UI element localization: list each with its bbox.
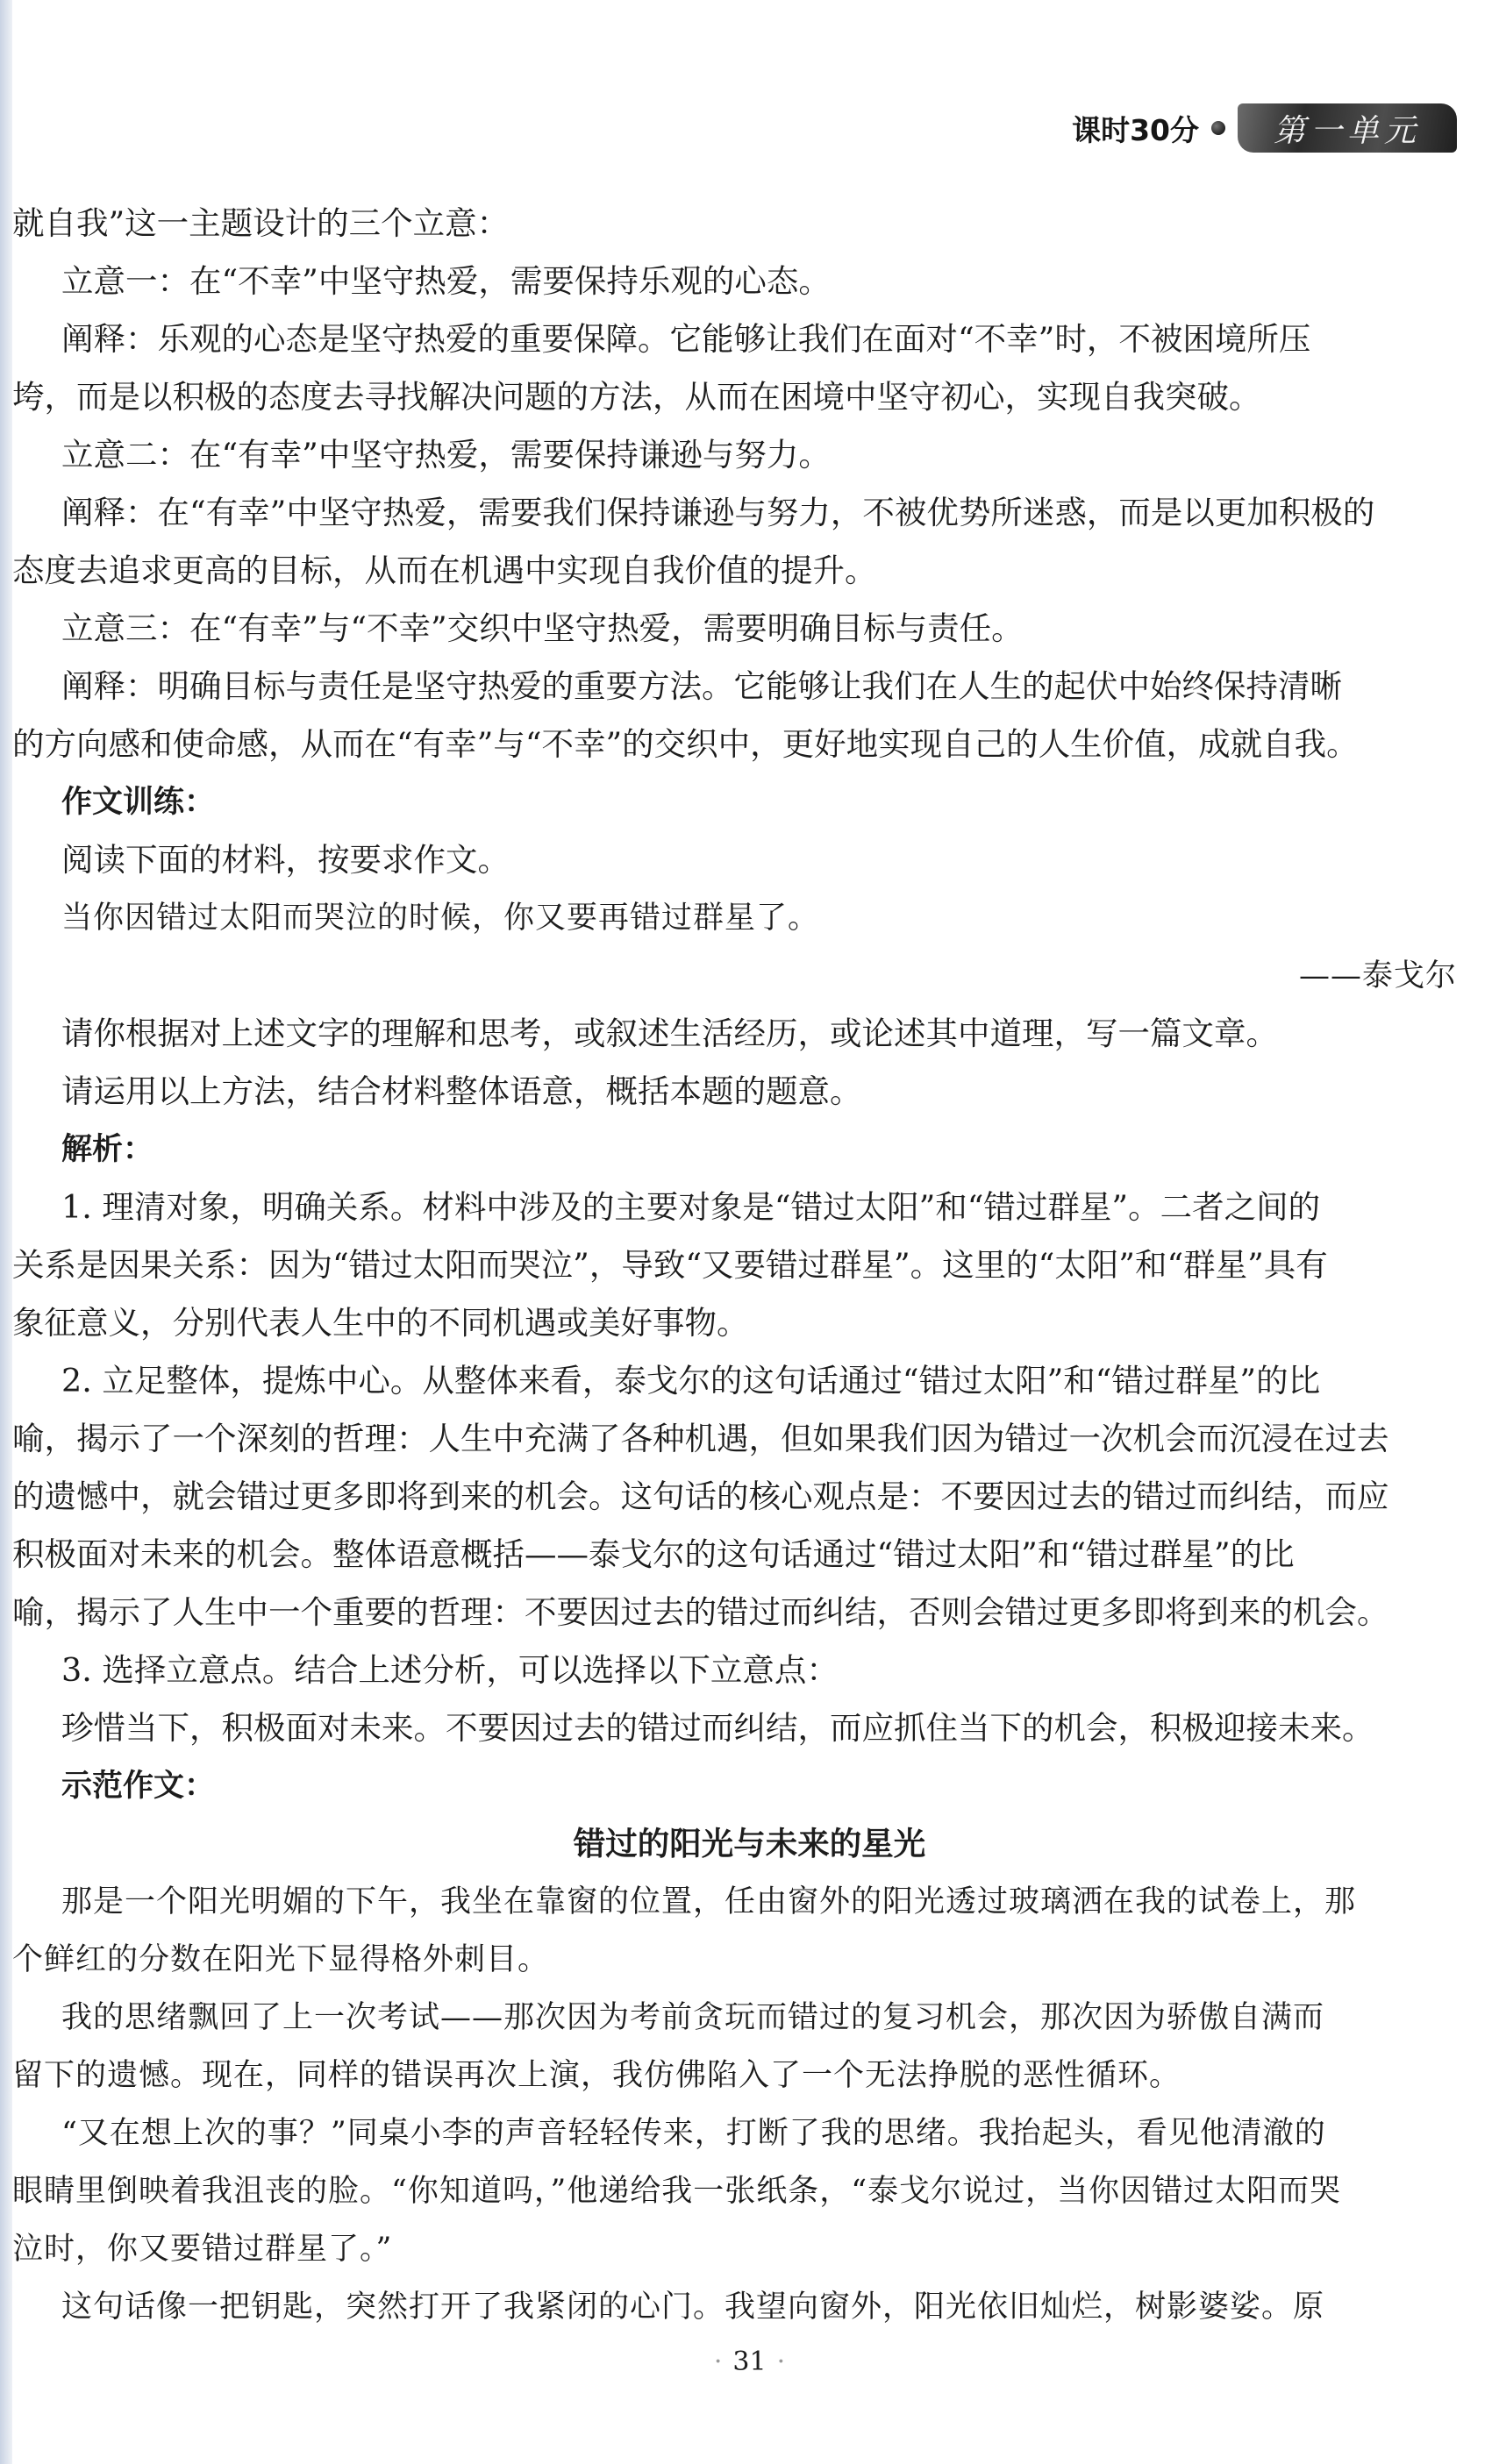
text-line: 1. 理清对象，明确关系。材料中涉及的主要对象是“错过太阳”和“错过群星”。二者之间的 [61,1188,1321,1226]
text-line: 阐释：乐观的心态是坚守热爱的重要保障。它能够让我们在面对“不幸”时，不被困境所压 [61,320,1311,358]
text-line: 喻，揭示了一个深刻的哲理：人生中充满了各种机遇，但如果我们因为错过一次机会而沉浸在过去 [12,1420,1389,1457]
text-line: 立意一：在“不幸”中坚守热爱，需要保持乐观的心态。 [61,262,831,300]
text-line: 喻，揭示了人生中一个重要的哲理：不要因过去的错过而纠结，否则会错过更多即将到来的机会。 [12,1593,1389,1631]
text-line: 珍惜当下，积极面对未来。不要因过去的错过而纠结，而应抓住当下的机会，积极迎接未来。 [61,1709,1374,1747]
text-line: 态度去追求更高的目标，从而在机遇中实现自我价值的提升。 [12,552,877,589]
essay-line: 泣时，你又要错过群星了。” [12,2232,393,2267]
text-line: 的方向感和使命感，从而在“有幸”与“不幸”的交织中，更好地实现自己的人生价值，成就自我。 [12,725,1359,763]
essay-line: 这句话像一把钥匙，突然打开了我紧闭的心门。我望向窗外，阳光依旧灿烂，树影婆娑。原 [61,2290,1325,2325]
text-line: 请你根据对上述文字的理解和思考，或叙述生活经历，或论述其中道理，写一篇文章。 [61,1015,1278,1052]
text-line: 阐释：明确目标与责任是坚守热爱的重要方法。它能够让我们在人生的起伏中始终保持清晰 [61,667,1342,705]
text-line: 2. 立足整体，提炼中心。从整体来看，泰戈尔的这句话通过“错过太阳”和“错过群星”的比 [61,1362,1321,1399]
text-line: 象征意义，分别代表人生中的不同机遇或美好事物。 [12,1304,749,1342]
page-header [1072,103,1457,153]
section-heading: 解析： [61,1132,154,1167]
text-line: 阐释：在“有幸”中坚守热爱，需要我们保持谦逊与努力，不被优势所迷惑，而是以更加积极的 [61,494,1375,531]
text-line: 请运用以上方法，结合材料整体语意，概括本题的题意。 [61,1072,862,1110]
essay-line: 留下的遗憾。现在，同样的错误再次上演，我仿佛陷入了一个无法挣脱的恶性循环。 [12,2058,1181,2093]
quote-line: 当你因错过太阳而哭泣的时候，你又要再错过群星了。 [61,901,820,936]
unit-badge: 第一单元 [1238,103,1457,153]
text-line: 立意二：在“有幸”中坚守热爱，需要保持谦逊与努力。 [61,436,831,474]
text-line: 立意三：在“有幸”与“不幸”交织中坚守热爱，需要明确目标与责任。 [61,609,1024,647]
page-body [0,195,1499,2336]
quote-attribution: ——泰戈尔 [1298,958,1457,993]
text-line: 3. 选择立意点。结合上述分析，可以选择以下立意点： [61,1651,839,1689]
text-line: 积极面对未来的机会。整体语意概括——泰戈尔的这句话通过“错过太阳”和“错过群星”的比 [12,1535,1295,1573]
text-line: 垮，而是以积极的态度去寻找解决问题的方法，从而在困境中坚守初心，实现自我突破。 [12,378,1261,416]
essay-line: 眼睛里倒映着我沮丧的脸。“你知道吗，”他递给我一张纸条，“泰戈尔说过，当你因错过太阳而哭 [12,2174,1342,2209]
essay-title: 错过的阳光与未来的星光 [573,1825,926,1862]
page-number [0,2346,1499,2377]
section-heading: 示范作文： [61,1769,216,1804]
essay-line: “又在想上次的事？”同桌小李的声音轻轻传来，打断了我的思绪。我抬起头，看见他清澈的 [61,2116,1326,2151]
lesson-label: 课时30分 [1072,112,1199,147]
bullet-dot-icon [1211,121,1225,135]
essay-line: 那是一个阳光明媚的下午，我坐在靠窗的位置，任由窗外的阳光透过玻璃洒在我的试卷上，那 [61,1884,1357,1919]
text-line: 关系是因果关系：因为“错过太阳而哭泣”，导致“又要错过群星”。这里的“太阳”和“群星”具有 [12,1246,1328,1284]
text-line: 阅读下面的材料，按要求作文。 [61,841,510,879]
text-line: 的遗憾中，就会错过更多即将到来的机会。这句话的核心观点是：不要因过去的错过而纠结，而应 [12,1478,1389,1515]
essay-line: 我的思绪飘回了上一次考试——那次因为考前贪玩而错过的复习机会，那次因为骄傲自满而 [61,2000,1325,2035]
page-number-text: · 31 · [703,2346,796,2377]
text-line: 就自我”这一主题设计的三个立意： [12,204,510,242]
section-heading: 作文训练： [61,785,216,820]
essay-line: 个鲜红的分数在阳光下显得格外刺目。 [12,1942,550,1977]
